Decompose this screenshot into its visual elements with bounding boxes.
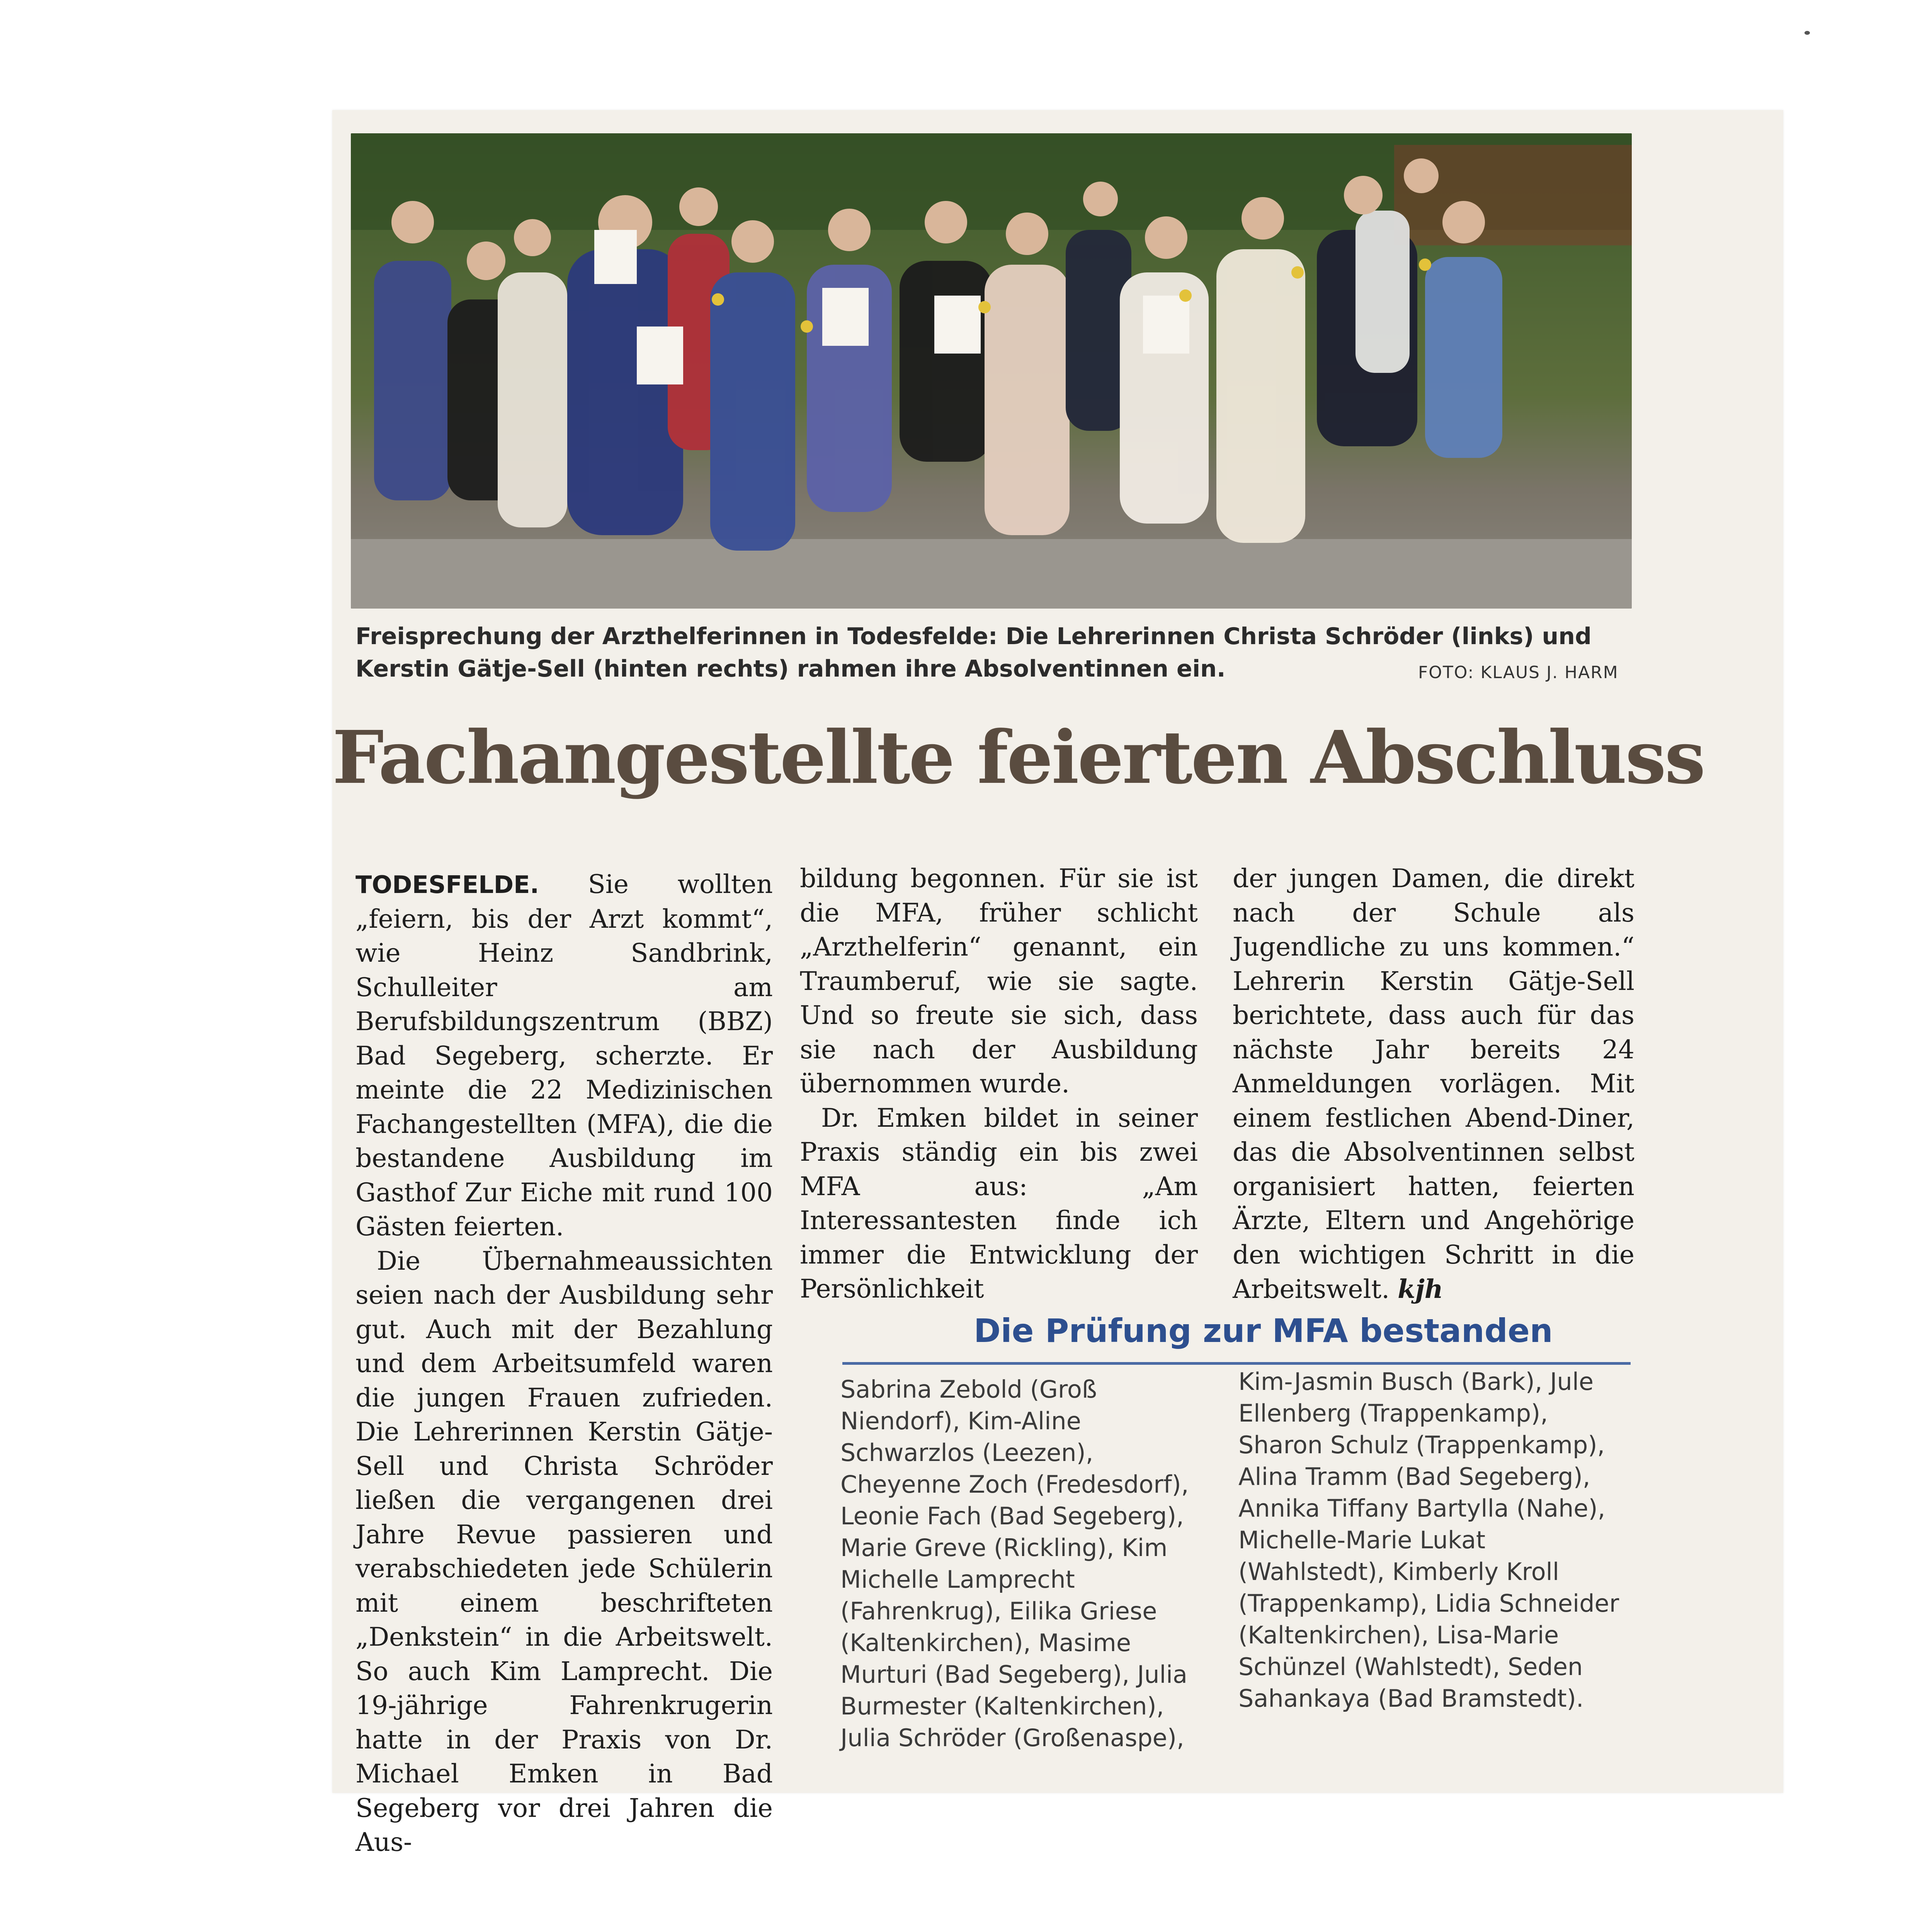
paragraph: bildung begonnen. Für sie ist die MFA, früher schlicht „Arzthelferin“ genannt, ein Traumberuf, wie sie sagte. Und so freute sie sich, dass sie nach der Ausbildung übernommen wurde. [800, 864, 1198, 1099]
headline: Fachangestellte feierten Abschluss [332, 715, 1704, 800]
dateline: TODESFELDE. [355, 871, 539, 899]
photo-credit: FOTO: KLAUS J. HARM [1418, 663, 1619, 682]
scan-speck [1804, 31, 1810, 35]
article-column-2 [800, 862, 1198, 1306]
photo-caption: Freisprechung der Arzthelferinnen in Todesfelde: Die Lehrerinnen Christa Schröder (links) und Kerstin Gätje-Sell (hinten rechts) rahmen ihre Absolventinnen ein. [355, 623, 1592, 682]
graduates-list-column-2: Kim-Jasmin Busch (Bark), Jule Ellenberg (Trappenkamp), Sharon Schulz (Trappenkamp), Alina Tramm (Bad Segeberg), Annika Tiffany Bartylla (Nahe), Michelle-Marie Lukat (Wahlstedt), Kimberly Kroll (Trappenkamp), Lidia Schneider (Kaltenkirchen), Lisa-Marie Schünzel (Wahlstedt), Seden Sahankaya (Bad Bramstedt). [1238, 1367, 1619, 1713]
graduates-box-heading: Die Prüfung zur MFA bestanden [974, 1312, 1553, 1350]
paragraph: Dr. Emken bildet in seiner Praxis ständig ein bis zwei MFA aus: „Am Interessantesten finde ich immer die Entwicklung der Persönlichkeit [800, 1103, 1198, 1304]
author-signature: kjh [1398, 1274, 1443, 1304]
graduates-list-column-1: Sabrina Zebold (Groß Niendorf), Kim-Aline Schwarzlos (Leezen), Cheyenne Zoch (Fredesdorf), Leonie Fach (Bad Segeberg), Marie Greve (Rickling), Kim Michelle Lamprecht (Fahrenkrug), Eilika Griese (Kaltenkirchen), Masime Murturi (Bad Segeberg), Julia Burmester (Kaltenkirchen), Julia Schröder (Großenaspe), [840, 1375, 1189, 1752]
paragraph: Sie wollten „feiern, bis der Arzt kommt“, wie Heinz Sandbrink, Schulleiter am Berufsbildungszentrum (BBZ) Bad Segeberg, scherzte. Er meinte die 22 Medizinischen Fachangestellten (MFA), die die bestandene Ausbildung im Gasthof Zur Eiche mit rund 100 Gästen feierten. [355, 869, 773, 1242]
group-photo-illustration [351, 133, 1632, 609]
article-column-3 [1233, 862, 1634, 1307]
group-photo [351, 133, 1632, 609]
graduates-box-rule [842, 1362, 1631, 1365]
newspaper-clipping [332, 110, 1783, 1857]
article-column-1 [355, 867, 773, 1860]
paragraph: Die Übernahmeaussichten seien nach der Ausbildung sehr gut. Auch mit der Bezahlung und dem Arbeitsumfeld waren die jungen Frauen zufrieden. Die Lehrerinnen Kerstin Gätje-Sell und Christa Schröder ließen die vergangenen drei Jahre Revue passieren und verabschiedeten jede Schülerin mit einem beschrifteten „Denkstein“ in die Arbeitswelt. So auch Kim Lamprecht. Die 19-jährige Fahrenkrugerin hatte in der Praxis von Dr. Michael Emken in Bad Segeberg vor drei Jahren die Aus- [355, 1246, 773, 1857]
paragraph: der jungen Damen, die direkt nach der Schule als Jugendliche zu uns kommen.“ Lehrerin Kerstin Gätje-Sell berichtete, dass auch für das nächste Jahr bereits 24 Anmeldungen vorlägen. Mit einem festlichen Abend-Diner, das die Absolventinnen selbst organisiert hatten, feierten Ärzte, Eltern und Angehörige den wichtigen Schritt in die Arbeitswelt. [1233, 864, 1634, 1304]
